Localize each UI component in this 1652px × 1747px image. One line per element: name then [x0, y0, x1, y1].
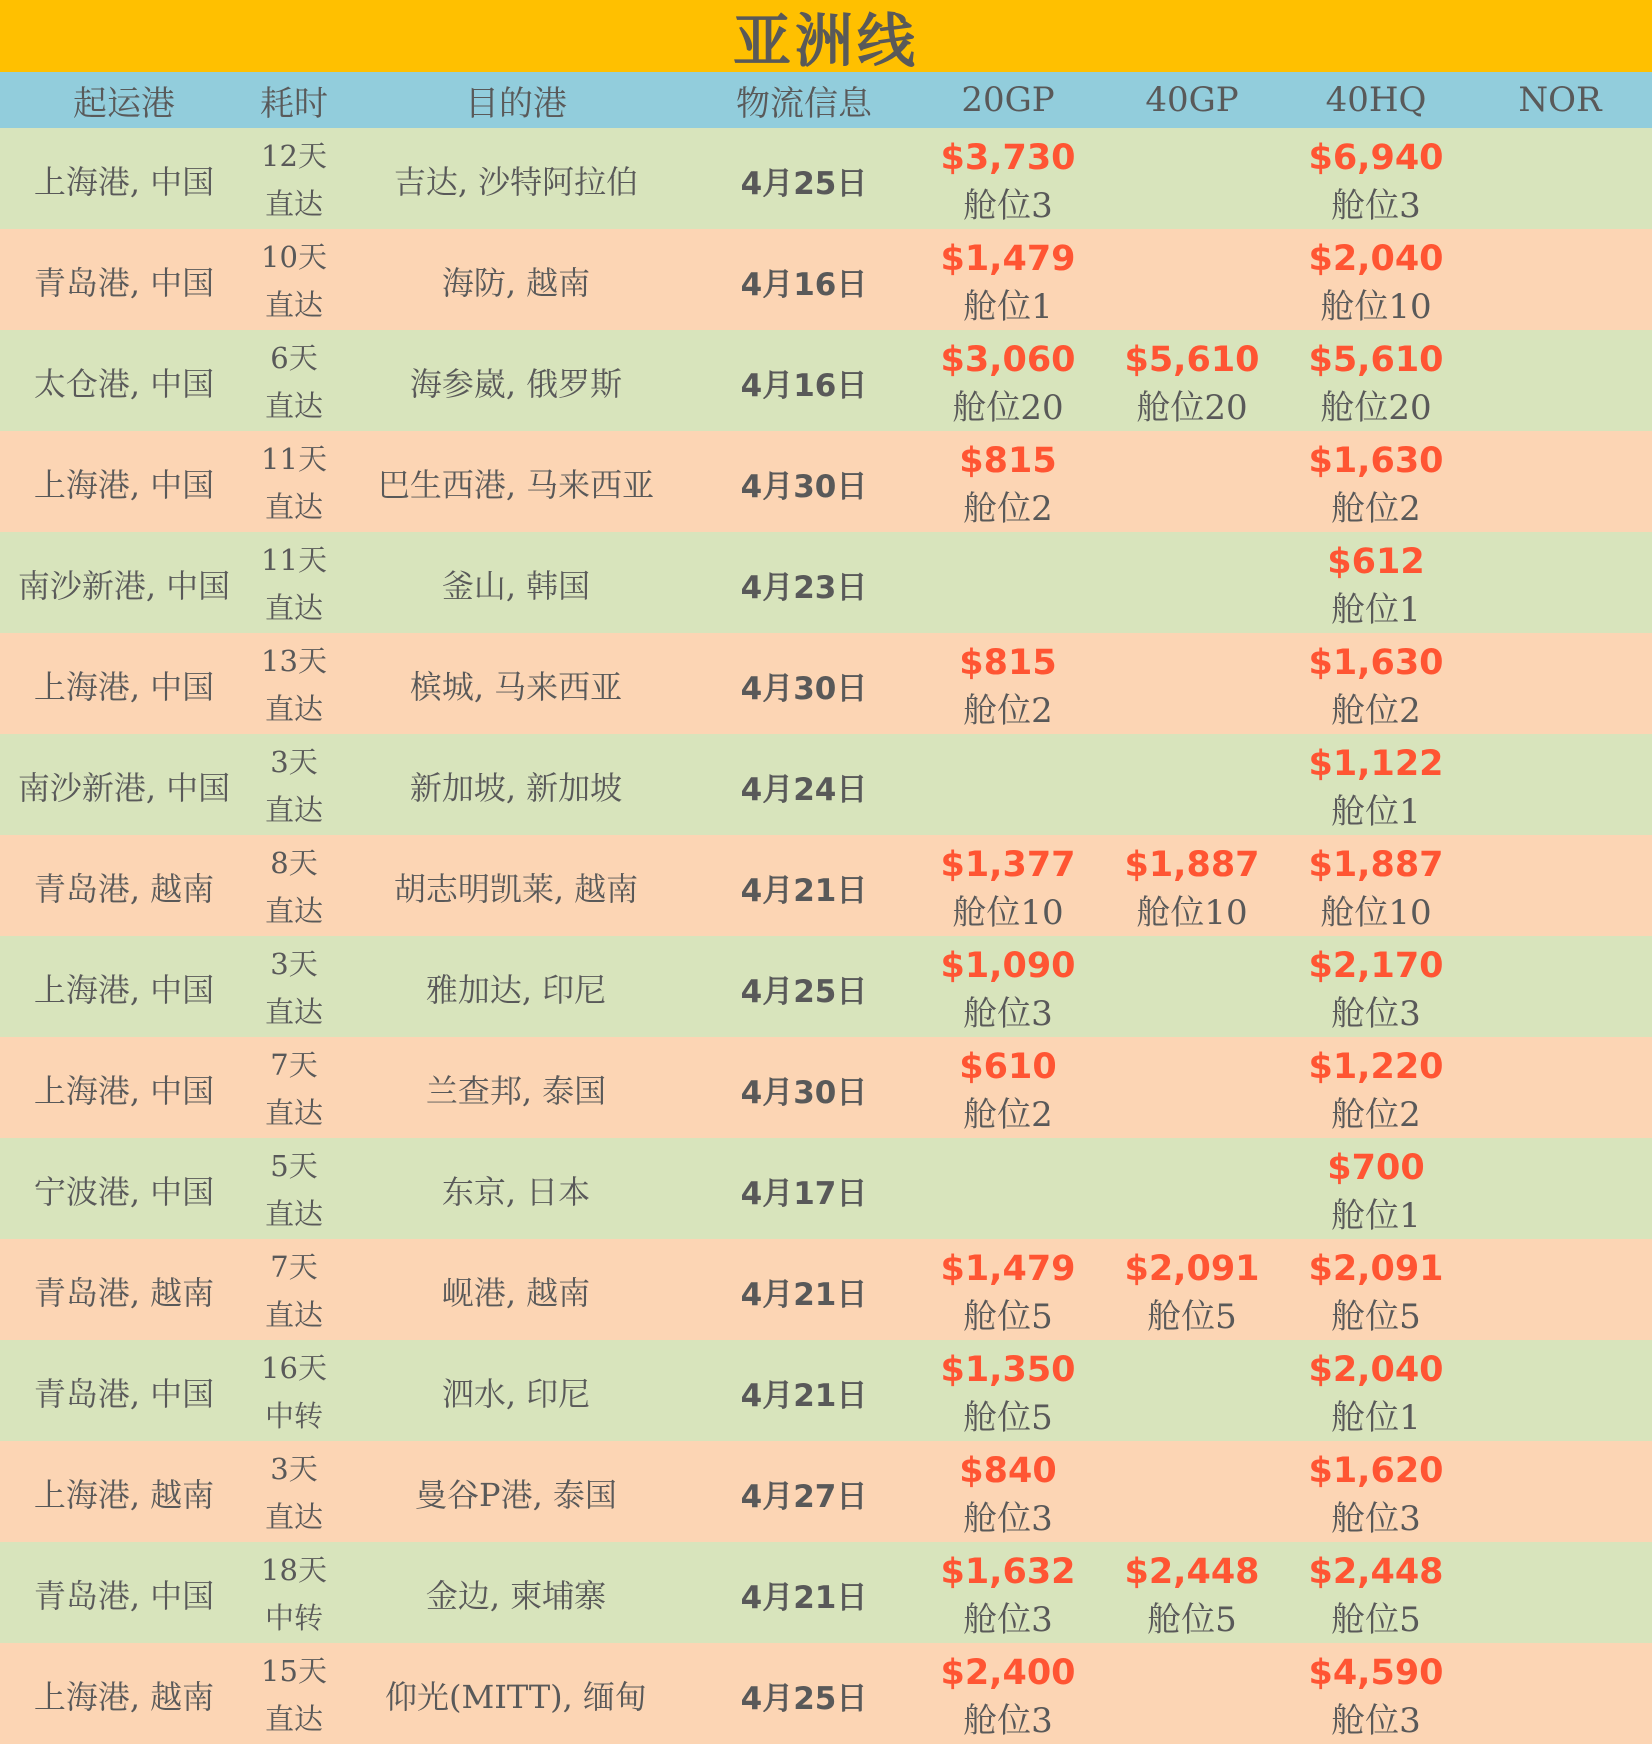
table-row	[0, 1643, 1652, 1744]
table-row	[0, 1542, 1652, 1643]
gp40-space: 舱位5	[1147, 1297, 1237, 1337]
gp20-price: $815	[959, 441, 1057, 481]
logistics-date: 4月24日	[740, 771, 868, 808]
origin-port: 南沙新港, 中国	[17, 567, 231, 605]
duration-cell	[248, 1037, 340, 1141]
sheet-title: 亚洲线	[732, 7, 919, 75]
gp20-space: 舱位3	[963, 1701, 1053, 1741]
hq40-space: 舱位10	[1320, 287, 1432, 327]
hq40-price: $1,630	[1308, 643, 1444, 683]
hq40-space: 舱位2	[1331, 691, 1421, 731]
gp20-price: $1,090	[940, 946, 1076, 986]
destination-port: 仰光(MITT), 缅甸	[384, 1678, 647, 1716]
route-type: 直达	[264, 591, 323, 625]
destination-port: 金边, 柬埔寨	[425, 1577, 607, 1615]
nor-cell	[1468, 431, 1652, 535]
gp20-space: 舱位5	[963, 1398, 1053, 1438]
transit-days: 10天	[261, 240, 327, 274]
hq40-price: $2,040	[1308, 239, 1444, 279]
gp20-price: $3,060	[940, 340, 1076, 380]
transit-days: 18天	[261, 1553, 327, 1587]
hq40-price: $612	[1327, 542, 1425, 582]
destination-port: 新加坡, 新加坡	[409, 769, 623, 807]
hq40-price: $2,040	[1308, 1350, 1444, 1390]
nor-cell	[1468, 1138, 1652, 1242]
table-row	[0, 330, 1652, 431]
hq40-cell	[1284, 128, 1468, 232]
table-row	[0, 532, 1652, 633]
gp20-cell	[916, 532, 1100, 636]
hq40-price: $2,170	[1308, 946, 1444, 986]
header-logistics-info: 物流信息	[736, 83, 872, 124]
hq40-cell	[1284, 1542, 1468, 1646]
gp40-price: $2,091	[1124, 1249, 1260, 1289]
gp20-space: 舱位2	[963, 691, 1053, 731]
gp20-cell	[916, 835, 1100, 939]
route-type: 直达	[264, 1500, 323, 1534]
transit-days: 12天	[261, 139, 327, 173]
gp40-cell	[1100, 229, 1284, 333]
duration-cell	[248, 1340, 340, 1444]
origin-port: 上海港, 中国	[33, 668, 215, 706]
gp40-cell	[1100, 1138, 1284, 1242]
hq40-cell	[1284, 330, 1468, 434]
origin-port: 青岛港, 越南	[33, 1274, 215, 1312]
title-bar	[0, 0, 1652, 75]
gp40-cell	[1100, 330, 1284, 434]
hq40-space: 舱位1	[1331, 792, 1421, 832]
hq40-space: 舱位3	[1331, 1499, 1421, 1539]
logistics-date: 4月30日	[740, 670, 868, 707]
table-body	[0, 128, 1652, 1744]
nor-cell	[1468, 330, 1652, 434]
table-row	[0, 1138, 1652, 1239]
header-origin: 起运港	[73, 83, 175, 124]
gp20-price: $1,479	[940, 1249, 1076, 1289]
destination-port: 雅加达, 印尼	[425, 971, 607, 1009]
gp40-cell	[1100, 532, 1284, 636]
hq40-cell	[1284, 633, 1468, 737]
logistics-date: 4月25日	[740, 1680, 868, 1717]
destination-port: 胡志明凯莱, 越南	[393, 870, 639, 908]
logistics-date: 4月30日	[740, 468, 868, 505]
nor-cell	[1468, 128, 1652, 232]
header-destination: 目的港	[465, 83, 567, 124]
gp40-cell	[1100, 1340, 1284, 1444]
route-type: 直达	[264, 1197, 323, 1231]
nor-cell	[1468, 734, 1652, 838]
hq40-cell	[1284, 1441, 1468, 1545]
table-row	[0, 431, 1652, 532]
logistics-date: 4月21日	[740, 872, 868, 909]
nor-cell	[1468, 532, 1652, 636]
nor-cell	[1468, 633, 1652, 737]
origin-port: 太仓港, 中国	[33, 365, 215, 403]
destination-port: 岘港, 越南	[441, 1274, 591, 1312]
route-type: 直达	[264, 1096, 323, 1130]
nor-cell	[1468, 1340, 1652, 1444]
gp40-space: 舱位10	[1136, 893, 1248, 933]
transit-days: 16天	[261, 1351, 327, 1385]
hq40-price: $1,887	[1308, 845, 1444, 885]
gp40-cell	[1100, 1037, 1284, 1141]
origin-port: 上海港, 中国	[33, 971, 215, 1009]
gp20-price: $3,730	[940, 138, 1076, 178]
origin-port: 青岛港, 中国	[33, 264, 215, 302]
gp20-cell	[916, 1643, 1100, 1747]
hq40-price: $1,620	[1308, 1451, 1444, 1491]
gp40-cell	[1100, 1542, 1284, 1646]
duration-cell	[248, 633, 340, 737]
gp20-cell	[916, 936, 1100, 1040]
gp20-cell	[916, 1340, 1100, 1444]
logistics-date: 4月16日	[740, 266, 868, 303]
origin-port: 上海港, 中国	[33, 163, 215, 201]
nor-cell	[1468, 936, 1652, 1040]
logistics-date: 4月17日	[740, 1175, 868, 1212]
gp20-cell	[916, 1239, 1100, 1343]
route-type: 中转	[264, 1399, 323, 1433]
gp40-price: $2,448	[1124, 1552, 1260, 1592]
gp20-price: $2,400	[940, 1653, 1076, 1693]
duration-cell	[248, 330, 340, 434]
hq40-space: 舱位20	[1320, 388, 1432, 428]
hq40-space: 舱位2	[1331, 489, 1421, 529]
duration-cell	[248, 431, 340, 535]
table-row	[0, 1037, 1652, 1138]
origin-port: 上海港, 越南	[33, 1476, 215, 1514]
gp40-cell	[1100, 1643, 1284, 1747]
gp20-price: $1,350	[940, 1350, 1076, 1390]
hq40-space: 舱位2	[1331, 1095, 1421, 1135]
gp40-space: 舱位20	[1136, 388, 1248, 428]
gp40-cell	[1100, 633, 1284, 737]
duration-cell	[248, 1643, 340, 1747]
gp20-cell	[916, 1138, 1100, 1242]
hq40-price: $700	[1327, 1148, 1425, 1188]
route-type: 中转	[264, 1601, 323, 1635]
header-duration: 耗时	[260, 83, 328, 124]
nor-cell	[1468, 229, 1652, 333]
transit-days: 5天	[270, 1149, 318, 1183]
gp40-cell	[1100, 128, 1284, 232]
table-row	[0, 835, 1652, 936]
logistics-date: 4月16日	[740, 367, 868, 404]
logistics-date: 4月30日	[740, 1074, 868, 1111]
hq40-cell	[1284, 936, 1468, 1040]
gp40-cell	[1100, 936, 1284, 1040]
gp20-space: 舱位1	[963, 287, 1053, 327]
hq40-price: $2,448	[1308, 1552, 1444, 1592]
header-20gp: 20GP	[961, 80, 1055, 120]
gp20-price: $840	[959, 1451, 1057, 1491]
origin-port: 上海港, 越南	[33, 1678, 215, 1716]
gp40-cell	[1100, 734, 1284, 838]
hq40-space: 舱位3	[1331, 186, 1421, 226]
table-row	[0, 1239, 1652, 1340]
hq40-space: 舱位10	[1320, 893, 1432, 933]
hq40-cell	[1284, 532, 1468, 636]
transit-days: 13天	[261, 644, 327, 678]
hq40-space: 舱位3	[1331, 994, 1421, 1034]
route-type: 直达	[264, 288, 323, 322]
gp40-cell	[1100, 1441, 1284, 1545]
hq40-space: 舱位5	[1331, 1600, 1421, 1640]
hq40-price: $1,220	[1308, 1047, 1444, 1087]
gp20-price: $815	[959, 643, 1057, 683]
header-nor: NOR	[1518, 80, 1602, 120]
gp20-space: 舱位2	[963, 489, 1053, 529]
gp40-cell	[1100, 1239, 1284, 1343]
hq40-cell	[1284, 734, 1468, 838]
hq40-cell	[1284, 1037, 1468, 1141]
route-type: 直达	[264, 894, 323, 928]
transit-days: 3天	[270, 947, 318, 981]
route-type: 直达	[264, 187, 323, 221]
logistics-date: 4月21日	[740, 1276, 868, 1313]
gp20-cell	[916, 1441, 1100, 1545]
gp20-space: 舱位5	[963, 1297, 1053, 1337]
destination-port: 釜山, 韩国	[441, 567, 591, 605]
route-type: 直达	[264, 1702, 323, 1736]
route-type: 直达	[264, 389, 323, 423]
gp20-cell	[916, 734, 1100, 838]
transit-days: 11天	[261, 442, 327, 476]
destination-port: 海参崴, 俄罗斯	[409, 365, 623, 403]
route-type: 直达	[264, 995, 323, 1029]
hq40-cell	[1284, 431, 1468, 535]
table-row	[0, 1441, 1652, 1542]
header-40hq: 40HQ	[1325, 80, 1427, 120]
gp20-cell	[916, 1037, 1100, 1141]
table-row	[0, 936, 1652, 1037]
nor-cell	[1468, 1441, 1652, 1545]
duration-cell	[248, 734, 340, 838]
table-row	[0, 633, 1652, 734]
logistics-date: 4月25日	[740, 973, 868, 1010]
table-header	[0, 72, 1652, 128]
destination-port: 兰查邦, 泰国	[425, 1072, 607, 1110]
hq40-cell	[1284, 1340, 1468, 1444]
hq40-price: $6,940	[1308, 138, 1444, 178]
gp20-price: $1,377	[940, 845, 1076, 885]
duration-cell	[248, 532, 340, 636]
route-type: 直达	[264, 692, 323, 726]
route-type: 直达	[264, 793, 323, 827]
origin-port: 上海港, 中国	[33, 466, 215, 504]
gp40-price: $1,887	[1124, 845, 1260, 885]
gp20-cell	[916, 633, 1100, 737]
hq40-space: 舱位3	[1331, 1701, 1421, 1741]
transit-days: 15天	[261, 1654, 327, 1688]
route-type: 直达	[264, 1298, 323, 1332]
logistics-date: 4月21日	[740, 1579, 868, 1616]
hq40-cell	[1284, 229, 1468, 333]
destination-port: 巴生西港, 马来西亚	[377, 466, 655, 504]
nor-cell	[1468, 1239, 1652, 1343]
hq40-price: $1,630	[1308, 441, 1444, 481]
gp40-price: $5,610	[1124, 340, 1260, 380]
table-row	[0, 128, 1652, 229]
nor-cell	[1468, 1037, 1652, 1141]
destination-port: 东京, 日本	[441, 1173, 591, 1211]
destination-port: 曼谷P港, 泰国	[415, 1476, 617, 1514]
gp20-cell	[916, 229, 1100, 333]
hq40-space: 舱位1	[1331, 1398, 1421, 1438]
transit-days: 3天	[270, 1452, 318, 1486]
origin-port: 青岛港, 越南	[33, 870, 215, 908]
hq40-price: $1,122	[1308, 744, 1444, 784]
gp20-cell	[916, 330, 1100, 434]
origin-port: 宁波港, 中国	[33, 1173, 215, 1211]
hq40-space: 舱位5	[1331, 1297, 1421, 1337]
transit-days: 6天	[270, 341, 318, 375]
gp20-space: 舱位10	[952, 893, 1064, 933]
hq40-cell	[1284, 835, 1468, 939]
transit-days: 8天	[270, 846, 318, 880]
logistics-date: 4月27日	[740, 1478, 868, 1515]
header-40gp: 40GP	[1145, 80, 1239, 120]
destination-port: 海防, 越南	[441, 264, 591, 302]
gp20-space: 舱位2	[963, 1095, 1053, 1135]
table-row	[0, 734, 1652, 835]
logistics-date: 4月25日	[740, 165, 868, 202]
gp20-cell	[916, 1542, 1100, 1646]
duration-cell	[248, 1138, 340, 1242]
transit-days: 3天	[270, 745, 318, 779]
hq40-cell	[1284, 1239, 1468, 1343]
gp20-space: 舱位3	[963, 186, 1053, 226]
gp20-cell	[916, 128, 1100, 232]
nor-cell	[1468, 1542, 1652, 1646]
gp40-cell	[1100, 431, 1284, 535]
nor-cell	[1468, 1643, 1652, 1747]
gp20-price: $1,632	[940, 1552, 1076, 1592]
transit-days: 7天	[270, 1250, 318, 1284]
destination-port: 槟城, 马来西亚	[409, 668, 623, 706]
gp20-price: $1,479	[940, 239, 1076, 279]
transit-days: 7天	[270, 1048, 318, 1082]
hq40-price: $4,590	[1308, 1653, 1444, 1693]
route-type: 直达	[264, 490, 323, 524]
duration-cell	[248, 936, 340, 1040]
hq40-space: 舱位1	[1331, 590, 1421, 630]
table-row	[0, 229, 1652, 330]
logistics-date: 4月21日	[740, 1377, 868, 1414]
hq40-price: $2,091	[1308, 1249, 1444, 1289]
gp20-space: 舱位3	[963, 1600, 1053, 1640]
duration-cell	[248, 1441, 340, 1545]
hq40-space: 舱位1	[1331, 1196, 1421, 1236]
logistics-date: 4月23日	[740, 569, 868, 606]
duration-cell	[248, 835, 340, 939]
table-row	[0, 1340, 1652, 1441]
origin-port: 青岛港, 中国	[33, 1375, 215, 1413]
hq40-price: $5,610	[1308, 340, 1444, 380]
destination-port: 吉达, 沙特阿拉伯	[393, 163, 639, 201]
origin-port: 上海港, 中国	[33, 1072, 215, 1110]
gp20-cell	[916, 431, 1100, 535]
duration-cell	[248, 128, 340, 232]
hq40-cell	[1284, 1643, 1468, 1747]
duration-cell	[248, 1239, 340, 1343]
gp40-cell	[1100, 835, 1284, 939]
origin-port: 青岛港, 中国	[33, 1577, 215, 1615]
gp20-space: 舱位3	[963, 994, 1053, 1034]
transit-days: 11天	[261, 543, 327, 577]
duration-cell	[248, 229, 340, 333]
origin-port: 南沙新港, 中国	[17, 769, 231, 807]
duration-cell	[248, 1542, 340, 1646]
gp20-price: $610	[959, 1047, 1057, 1087]
nor-cell	[1468, 835, 1652, 939]
destination-port: 泗水, 印尼	[441, 1375, 591, 1413]
hq40-cell	[1284, 1138, 1468, 1242]
gp40-space: 舱位5	[1147, 1600, 1237, 1640]
gp20-space: 舱位20	[952, 388, 1064, 428]
gp20-space: 舱位3	[963, 1499, 1053, 1539]
